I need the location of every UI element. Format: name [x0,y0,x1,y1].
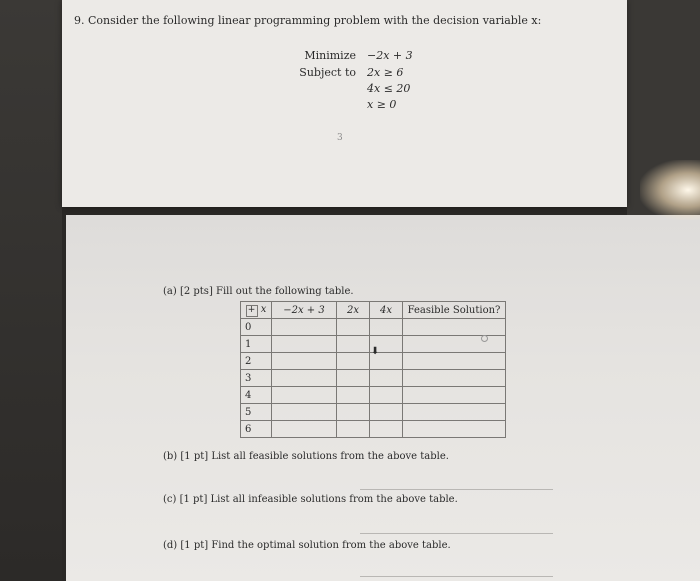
answer-cell[interactable] [272,319,337,336]
header-x: + x [241,302,272,319]
table-move-handle-icon[interactable]: + [246,305,258,317]
answer-cell[interactable] [337,421,370,438]
part-b-text: (b) [1 pt] List all feasible solutions from the above table. [163,451,449,462]
constraint-3: x ≥ 0 [367,98,397,111]
text-cursor-icon: ⬇ [371,346,380,357]
answer-cell[interactable] [272,370,337,387]
answer-cell[interactable] [337,353,370,370]
answer-cell[interactable] [403,336,506,353]
answer-cell[interactable] [403,319,506,336]
x-value: 1 [241,336,272,353]
answer-cell[interactable] [403,370,506,387]
part-b-answer-line[interactable] [360,489,553,490]
background-left [0,0,62,581]
table-row [241,421,506,438]
x-value: 5 [241,404,272,421]
answer-cell[interactable] [403,421,506,438]
answer-cell[interactable] [272,336,337,353]
answer-cell[interactable] [403,353,506,370]
answer-cell[interactable] [272,387,337,404]
answer-cell[interactable] [370,404,403,421]
part-a-text: (a) [2 pts] Fill out the following table. [163,286,354,297]
part-c-answer-line[interactable] [360,533,553,534]
light-glare [640,160,700,220]
part-c-text: (c) [1 pt] List all infeasible solutions from the above table. [163,494,458,505]
part-d-text: (d) [1 pt] Find the optimal solution from the above table. [163,540,451,551]
table-row [241,319,506,336]
header-feasible: Feasible Solution? [403,302,506,319]
x-value: 2 [241,353,272,370]
answer-cell[interactable] [272,404,337,421]
answer-cell[interactable] [403,404,506,421]
constraint-2: 4x ≤ 20 [367,82,411,95]
answer-cell[interactable] [337,319,370,336]
part-d-answer-line[interactable] [360,576,553,577]
answer-table [240,301,506,438]
table-row [241,404,506,421]
answer-cell[interactable] [272,353,337,370]
answer-cell[interactable] [337,387,370,404]
table-header-row [241,302,506,319]
answer-cell[interactable] [370,370,403,387]
header-objective: −2x + 3 [272,302,337,319]
answer-cell[interactable] [337,336,370,353]
answer-cell[interactable] [403,387,506,404]
header-4x: 4x [370,302,403,319]
x-value: 4 [241,387,272,404]
row-handle-icon[interactable] [481,335,488,342]
table-row [241,370,506,387]
question-title: 9. Consider the following linear programming problem with the decision variable x: [74,14,542,27]
page-top [62,0,627,207]
answer-cell[interactable] [370,421,403,438]
x-value: 0 [241,319,272,336]
answer-cell[interactable] [337,370,370,387]
table-row [241,387,506,404]
subject-to-label: Subject to [299,66,356,79]
answer-cell[interactable] [370,319,403,336]
minimize-label: Minimize [304,49,356,62]
answer-cell[interactable] [370,387,403,404]
x-value: 3 [241,370,272,387]
answer-cell[interactable] [272,421,337,438]
constraint-1: 2x ≥ 6 [367,66,404,79]
objective-expression: −2x + 3 [367,49,413,62]
page-number: 3 [337,133,343,143]
header-2x: 2x [337,302,370,319]
answer-cell[interactable] [337,404,370,421]
x-value: 6 [241,421,272,438]
